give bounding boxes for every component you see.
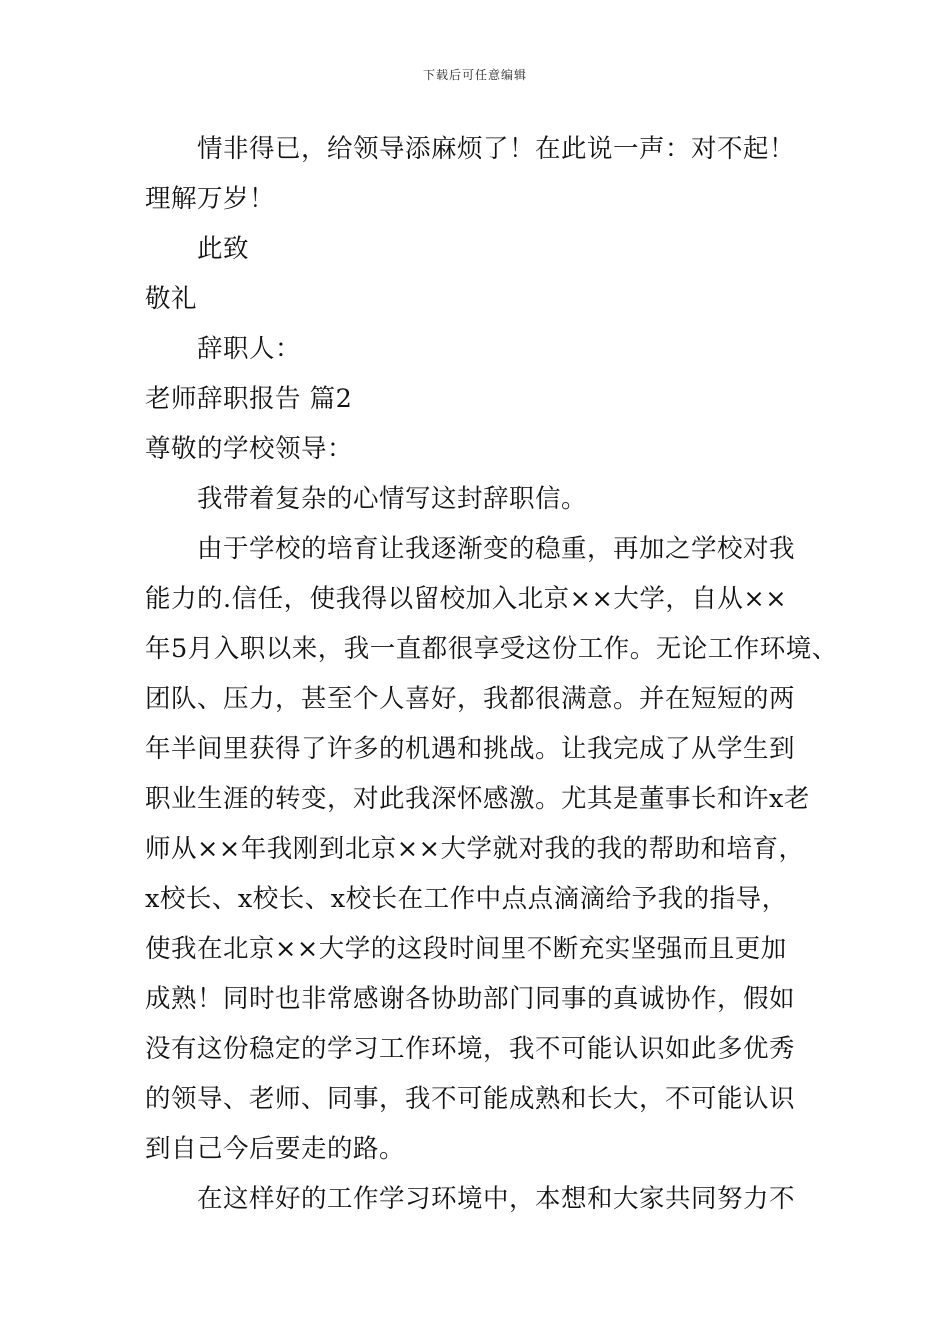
paragraph-line: 由于学校的培育让我逐渐变的稳重，再加之学校对我	[197, 534, 796, 564]
paragraph-line: 我带着复杂的心情写这封辞职信。	[197, 484, 588, 514]
paragraph-line: 到自己今后要走的路。	[145, 1134, 406, 1164]
paragraph-line: 能力的.信任，使我得以留校加入北京××大学，自从××	[145, 584, 788, 614]
paragraph-line: 年5月入职以来，我一直都很享受这份工作。无论工作环境、	[145, 634, 838, 664]
paragraph-line: 师从××年我刚到北京××大学就对我的我的帮助和培育，	[145, 834, 805, 864]
paragraph-line: 理解万岁！	[145, 184, 276, 214]
paragraph-line: 成熟！同时也非常感谢各协助部门同事的真诚协作，假如	[145, 984, 796, 1014]
paragraph-line: 的领导、老师、同事，我不可能成熟和长大，不可能认识	[145, 1084, 796, 1114]
paragraph-line: 年半间里获得了许多的机遇和挑战。让我完成了从学生到	[145, 734, 796, 764]
paragraph-line: 情非得已，给领导添麻烦了！在此说一声：对不起！	[197, 134, 796, 164]
paragraph-line: 没有这份稳定的学习工作环境，我不可能认识如此多优秀	[145, 1034, 796, 1064]
paragraph-line: 团队、压力，甚至个人喜好，我都很满意。并在短短的两	[145, 684, 796, 714]
header-note: 下载后可任意编辑	[422, 68, 527, 82]
section-heading: 老师辞职报告 篇2	[145, 384, 353, 414]
letter-greeting: 尊敬的学校领导：	[145, 434, 354, 464]
document-body	[145, 124, 838, 1224]
paragraph-line: 使我在北京××大学的这段时间里不断充实坚强而且更加	[145, 934, 787, 964]
paragraph-line: 职业生涯的转变，对此我深怀感激。尤其是董事长和许x老	[145, 784, 810, 814]
closing-salutation: 此致	[197, 234, 250, 264]
signature-line: 辞职人：	[197, 334, 302, 364]
closing-regards: 敬礼	[145, 284, 198, 314]
paragraph-line: x校长、x校长、x校长在工作中点点滴滴给予我的指导，	[145, 884, 788, 914]
paragraph-line: 在这样好的工作学习环境中，本想和大家共同努力不	[197, 1184, 796, 1214]
